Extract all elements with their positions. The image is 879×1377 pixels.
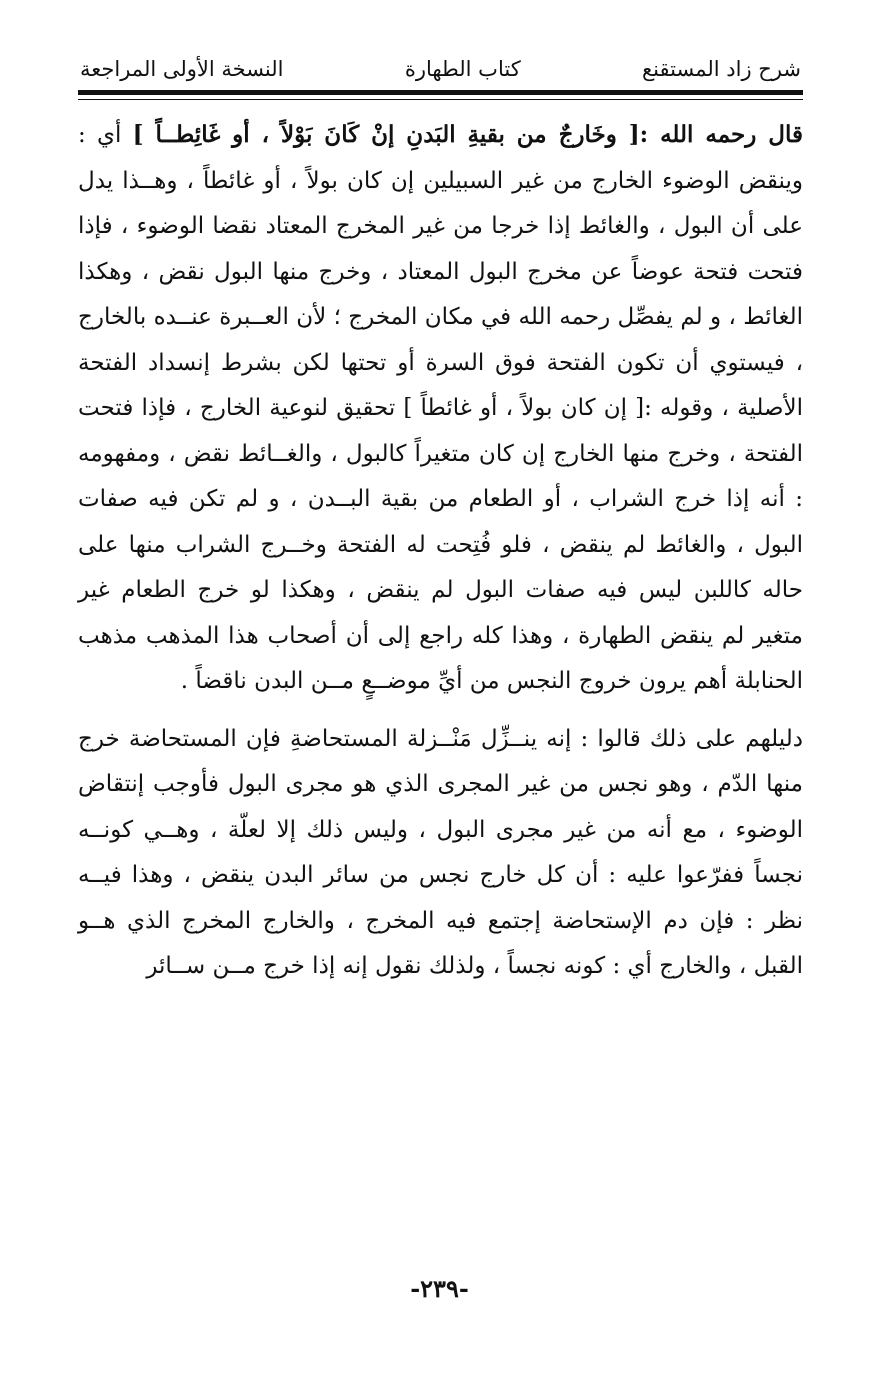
page-number: -٢٣٩- xyxy=(410,1274,469,1303)
header-rule-thick xyxy=(78,90,803,95)
paragraph-2-text: دليلهم على ذلك قالوا : إنه ينــزِّل مَنْــزلة المستحاضةِ فإن المستحاضة خرج منها الدّم ، وهو نجس من غير المجرى الذي هو مجرى البول فأوجب إنتقاض الوضوء ، مع أنه من غير مجرى البول ، وليس ذلك إلا لعلّة ، وهــي كونــه نجساً ففرّعوا عليه : أن كل خارج نجس من سائر البدن ينقض ، وهذا فيــه نظر : فإن دم الإستحاضة إجتمع فيه المخرج ، والخارج المخرج الذي هــو القبل ، والخارج أي : كونه نجساً ، ولذلك نقول إنه إذا خرج مــن ســائر xyxy=(78,725,803,979)
paragraph-1 xyxy=(78,112,803,705)
header-edition-note: النسخة الأولى المراجعة xyxy=(80,57,284,81)
header-chapter-title: كتاب الطهارة xyxy=(404,57,521,81)
quoted-matn: قال رحمه الله :[ وخَارجٌ من بقيةِ البَدنِ إنْ كَانَ بَوْلاً ، أو غَائِطــاً ] xyxy=(132,121,803,148)
header-book-title: شرح زاد المستقنع xyxy=(642,57,801,81)
paragraph-1-text: أي : وينقض الوضوء الخارج من غير السبيلين إن كان بولاً ، أو غائطاً ، وهــذا يدل على أن البول ، والغائط إذا خرجا من غير المخرج المعتاد نقضا الوضوء ، فإذا فتحت فتحة عوضاً عن مخرج البول المعتاد ، وخرج منها البول نقض ، وهكذا الغائط ، و لم يفصِّل رحمه الله في مكان المخرج ؛ لأن العــبرة عنــده بالخارج ، فيستوي أن تكون الفتحة فوق السرة أو تحتها لكن بشرط إنسداد الفتحة الأصلية ، وقوله :[ إن كان بولاً ، أو غائطاً ] تحقيق لنوعية الخارج ، فإذا فتحت الفتحة ، وخرج منها الخارج إن كان متغيراً كالبول ، والغــائط نقض ، ومفهومه : أنه إذا خرج الشراب ، أو الطعام من بقية البــدن ، و لم تكن فيه صفات البول ، والغائط لم ينقض ، فلو فُتِحت له الفتحة وخــرج الشراب منها على حاله كاللبن ليس فيه صفات البول لم ينقض ، وهكذا لو خرج الطعام غير متغير لم ينقض الطهارة ، وهذا كله راجع إلى أن أصحاب هذا المذهب مذهب الحنابلة أهم يرون خروج النجس من أيِّ موضــعٍ مــن البدن ناقضاً . xyxy=(78,122,803,694)
header-rule-thin xyxy=(78,99,803,100)
paragraph-2 xyxy=(78,717,803,990)
page-header xyxy=(80,52,801,86)
main-text xyxy=(78,112,803,990)
